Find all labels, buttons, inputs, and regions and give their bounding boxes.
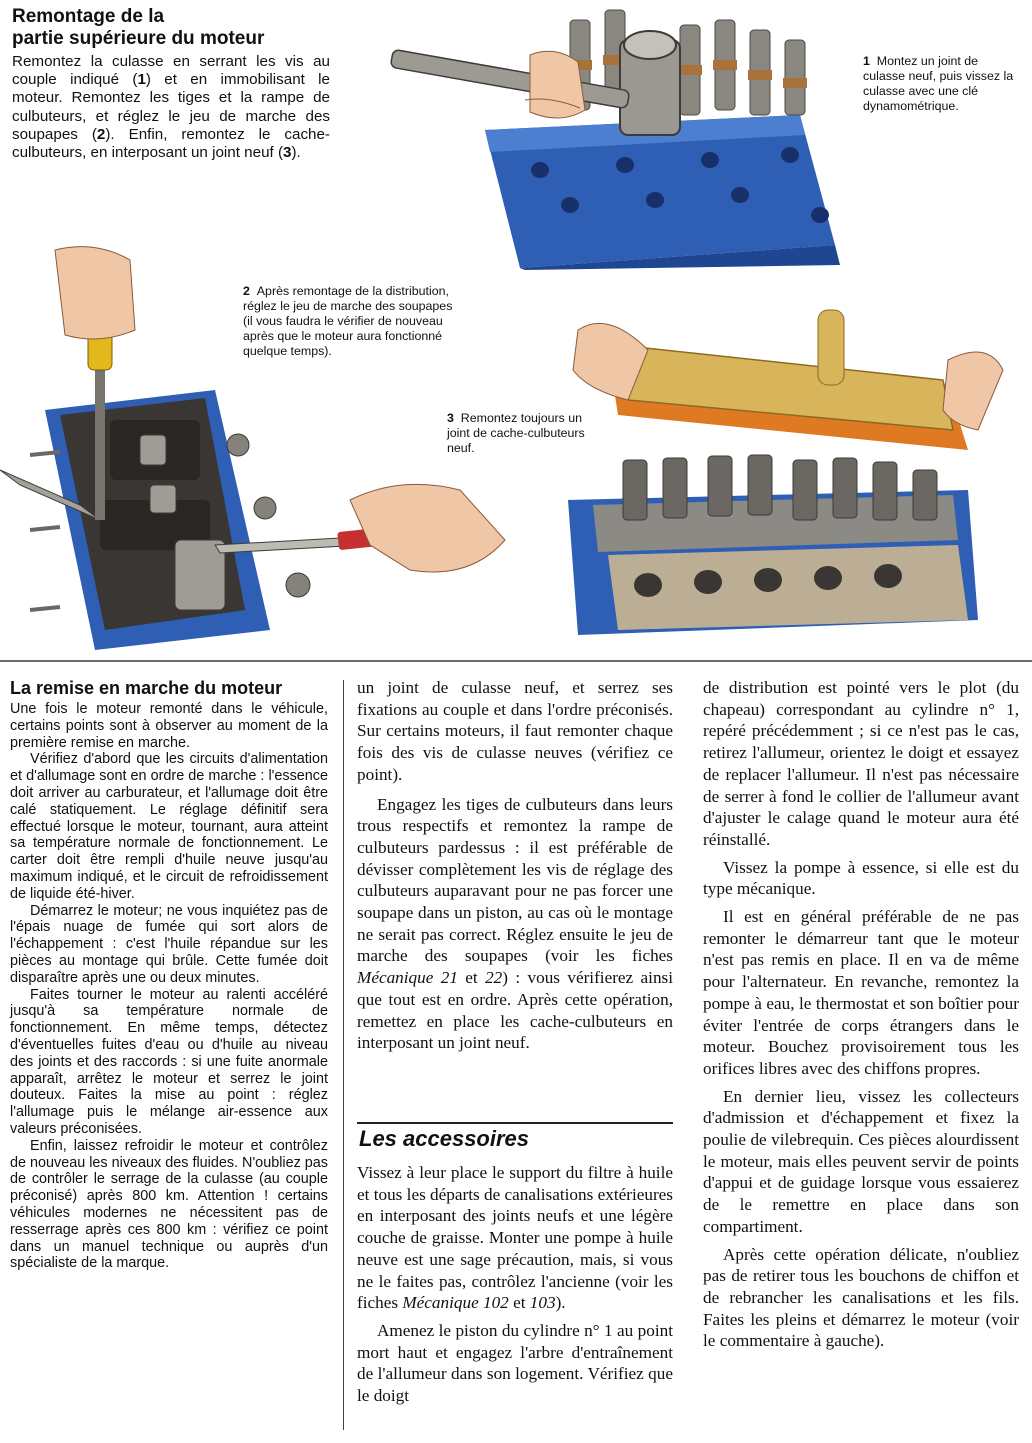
remise-paragraph-4: Faites tourner le moteur au ralenti accéléré jusqu'à sa température normale de fonctionnement. En même temps, détectez d'éventuelles fuites d'eau ou d'huile au niveau des joints et des raccords : si une fuite anormale apparaît, arrêtez le moteur et serrez le joint douteux. Faites la mise au point : réglez l'allumage puis le mélange air-essence aux valeurs préconisées. (10, 986, 328, 1137)
remise-paragraph-3: Démarrez le moteur; ne vous inquiétez pas de l'épais nuage de fumée qui sort alors de l'échappement : c'est l'huile répandue sur les pièces au montage qui brûle. Cette fumée doit disparaître après une ou deux minutes. (10, 902, 328, 986)
middle-paragraph-2-end: ) : vous vérifierez ainsi que tout est en ordre. Après cette opération, remettez en place les cache-culbuteurs en interposant un joint neuf. (357, 968, 674, 1053)
title-line-2: partie supérieure du moteur (12, 28, 265, 49)
intro-text-d: ). (291, 144, 301, 162)
caption-1-text: Montez un joint de culasse neuf, puis vissez la culasse avec une clé dynamométrique. (863, 54, 1014, 113)
remise-paragraph-5: Enfin, laissez refroidir le moteur et contrôlez de nouveau les niveaux des fluides. N'oubliez pas de contrôler le serrage de la culasse (au couple préconisé) après 800 km. Attention ! certains véhicules modernes ne nécessitent pas de resserrage après ces 800 km : vérifiez ce point dans un manuel technique ou auprès d'un spécialiste de la marque. (10, 1137, 328, 1272)
caption-2-text: Après remontage de la distribution, réglez le jeu de marche des soupapes (il vous faudra le vérifier de nouveau après que le moteur aura fonctionné quelque temps). (243, 284, 453, 358)
reference-mecanique-21: Mécanique 21 (357, 968, 458, 988)
accessoires-paragraph-1-text: Vissez à leur place le support du filtre à huile et tous les départs de canalisations extérieures en interposant des joints neufs et une légère couche de graisse. Monter une pompe à huile neuve est une sage précaution, mais, si vous ne le faites pas, contrôlez l'ancienne (voir les fiches (357, 1163, 673, 1313)
right-paragraph-2: Vissez la pompe à essence, si elle est du type mécanique. (703, 857, 1019, 899)
right-paragraph-1: de distribution est pointé vers le plot (du chapeau) correspondant au cylindre n° 1, repéré précédemment ; si ce n'est pas le cas, retirez l'allumeur, orientez le doigt et essayez de replacer l'allumeur. Il n'est pas nécessaire de serrer à fond le collier de l'allumeur avant d'ajuster le calage quand le moteur aura été réinstallé. (703, 678, 1019, 849)
caption-1 (863, 54, 1023, 114)
intro-text-b: ) et en immobilisant le moteur. Remontez les tiges et la rampe de culbuteurs, et réglez le jeu de marche des soupapes ( (12, 71, 331, 143)
intro-text-a: Remontez la culasse en serrant les vis au couple indiqué ( (12, 53, 330, 89)
intro-ref-2: 2 (96, 125, 106, 143)
accessoires-header (357, 1122, 673, 1160)
right-paragraph-4: En dernier lieu, vissez les collecteurs d'admission et d'échappement et fixez la poulie de vilebrequin. Ces pièces alourdissent le moteur, mais elles peuvent servir de points d'appui et de guidage lorsque vous essaierez de le remettre en place dans son compartiment. (703, 1086, 1019, 1236)
middle-paragraph-2 (357, 794, 673, 1054)
middle-paragraph-2-text: Engagez les tiges de culbuteurs dans leurs trous respectifs et remontez la rampe de culbuteurs pardessus : il est préférable de dévisser complètement les vis de réglage des culbuteurs auparavant pour ne pas forcer une soupape dans un piston, au cas où le montage ne serait pas correct. Réglez ensuite le jeu de marche des soupapes (voir les fiches (357, 794, 673, 966)
accessoires-and: et (508, 1293, 530, 1313)
caption-2-number: 2 (243, 284, 250, 298)
intro-ref-1: 1 (137, 71, 146, 89)
middle-paragraph-1: un joint de culasse neuf, et serrez ses fixations au couple et dans l'ordre préconisés. Sur certains moteurs, il faut remonter chaque fois des vis de culasse neuves (vérifiez ce point). (357, 678, 673, 784)
column-accessoires (357, 1162, 673, 1407)
section-title-accessoires: Les accessoires (359, 1126, 530, 1151)
accessoires-paragraph-1 (357, 1162, 673, 1314)
section-title-remise: La remise en marche du moteur (10, 678, 283, 698)
column-right (703, 677, 1019, 1352)
right-paragraph-3: Il est en général préférable de ne pas remonter le démarreur tant que le moteur n'est pas remis en place. Il en va de même pour l'alternateur. En revanche, remontez la pompe à eau, le thermostat et son boîtier pour éviter l'entrée de corps étrangers dans le moteur. Bouchez provisoirement tous les orifices libres avec des chiffons propres. (703, 907, 1019, 1078)
section-separator (0, 660, 1032, 662)
accessoires-paragraph-2: Amenez le piston du cylindre n° 1 au point mort haut et engagez l'arbre d'entraînement de l'allumeur dans son logement. Vérifiez que le doigt (357, 1320, 673, 1406)
intro-text-c: ). Enfin, remontez le cache-culbuteurs, en interposant un joint neuf ( (12, 125, 330, 162)
caption-1-number: 1 (863, 54, 870, 68)
intro-paragraph (12, 53, 330, 162)
remise-paragraph-1: Une fois le moteur remonté dans le véhicule, certains points sont à observer au moment de la première remise en marche. (10, 701, 328, 751)
caption-3-number: 3 (447, 411, 454, 425)
caption-3-text: Remontez toujours un joint de cache-culbuteurs neuf. (447, 411, 585, 455)
column-remise (10, 701, 328, 1272)
column-rule (343, 680, 344, 1430)
reference-mecanique-102: Mécanique 102 (402, 1293, 509, 1313)
middle-and-1: et (457, 968, 486, 988)
section-title-remontage (12, 6, 342, 50)
reference-mecanique-103: 103 (529, 1293, 556, 1313)
right-paragraph-5: Après cette opération délicate, n'oubliez pas de retirer tous les bouchons de chiffon et de rebrancher les canalisations et les fils. Faites les pleins et démarrez le moteur (voir le commentaire à gauche). (703, 1244, 1019, 1351)
column-middle (357, 677, 673, 1054)
caption-2 (243, 284, 453, 359)
intro-ref-3: 3 (283, 144, 292, 162)
illustration-torque-wrench (380, 0, 850, 270)
remise-paragraph-2: Vérifiez d'abord que les circuits d'alimentation et d'allumage sont en ordre de marche : l'essence doit arriver au carburateur, et l'allumage doit être calé statiquement. Le réglage définitif sera effectué lorsque le moteur, tournant, aura atteint sa température normale de fonctionnement. Le carter doit être rempli d'huile neuve jusqu'au maximum indiqué, et le circuit de refroidissement de liquide été-hiver. (10, 751, 328, 902)
caption-3 (447, 411, 595, 456)
title-line-1: Remontage de la (12, 6, 165, 27)
illustration-rocker-cover (548, 290, 1018, 652)
reference-mecanique-22: 22 (485, 968, 503, 988)
accessoires-paragraph-1-end: ). (555, 1293, 566, 1313)
